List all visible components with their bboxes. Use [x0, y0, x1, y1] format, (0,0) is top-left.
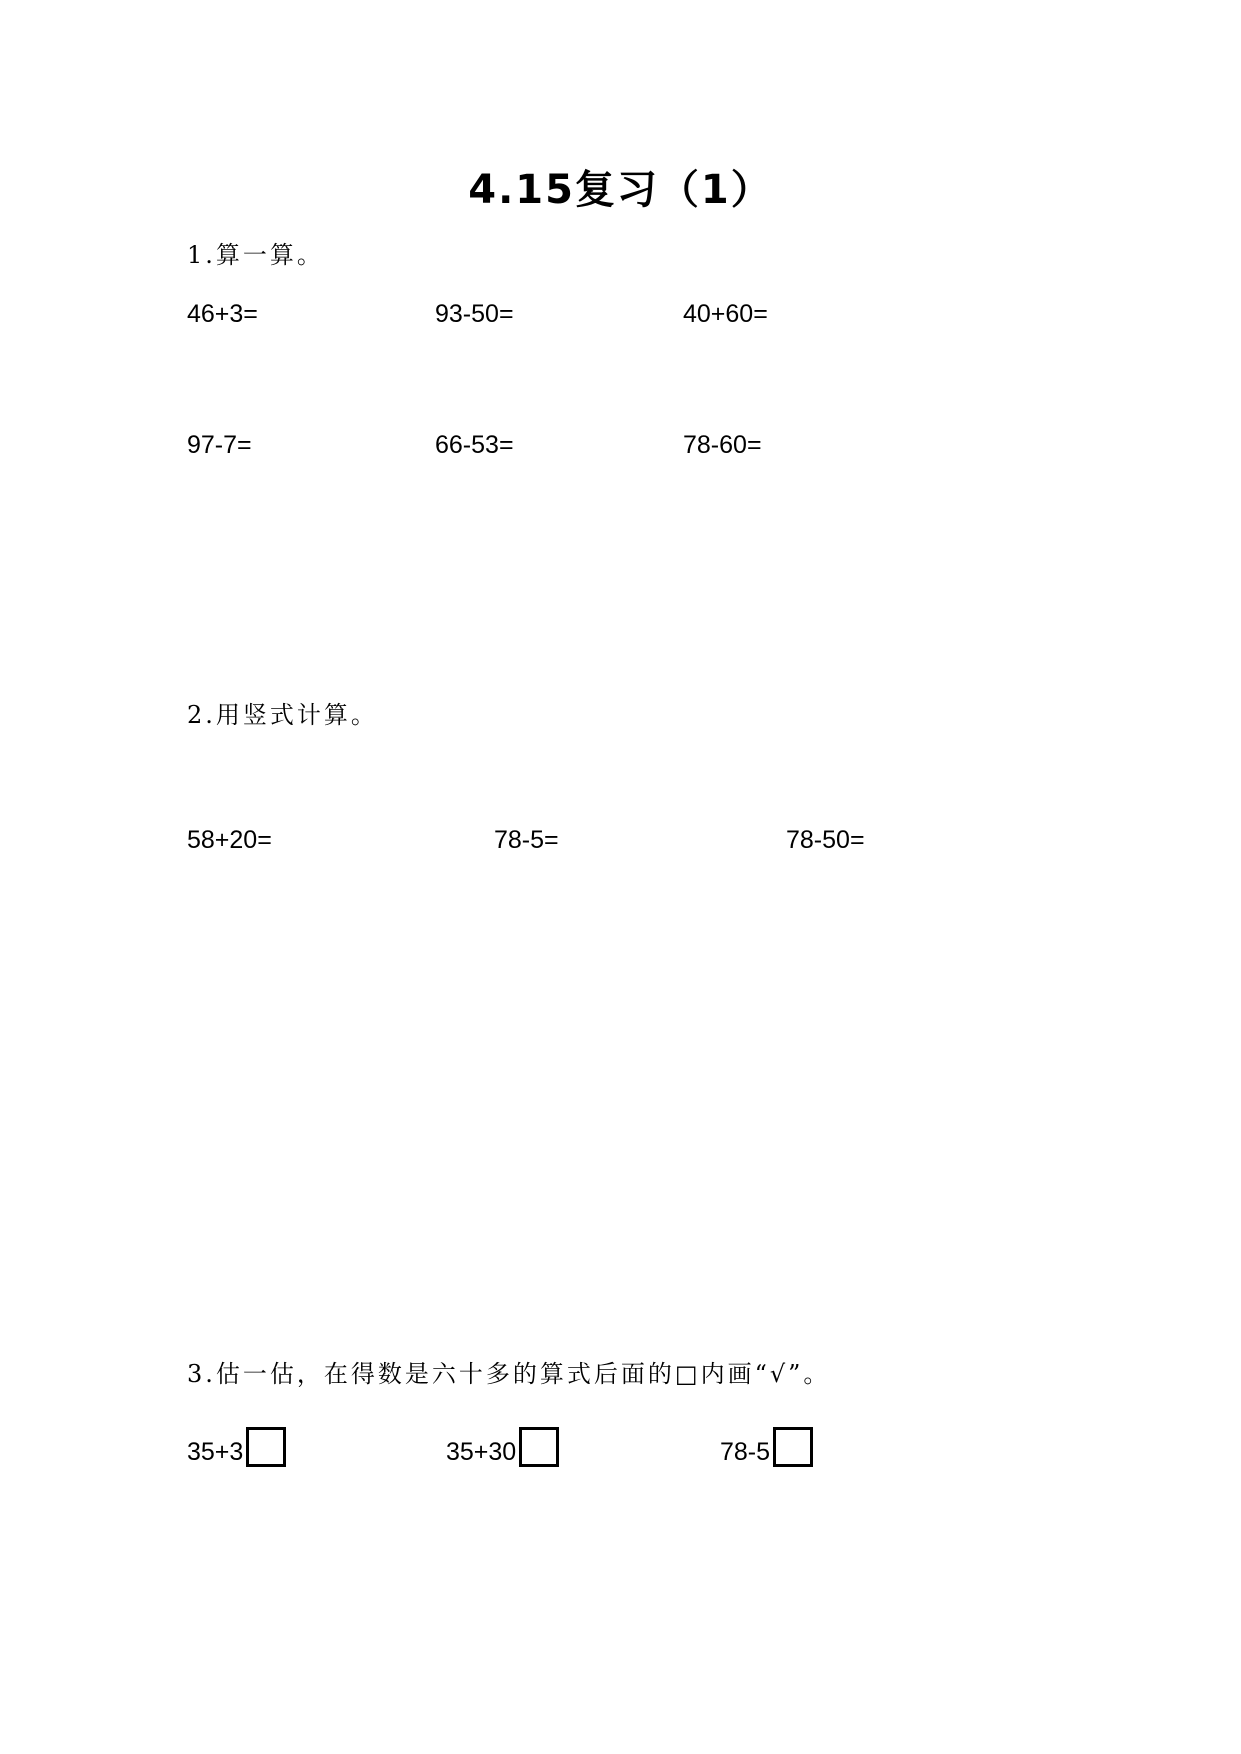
problem-1-3: 40+60= — [683, 300, 768, 328]
problem-1-1: 46+3= — [187, 300, 258, 328]
section-2-heading: 2.用竖式计算。 — [187, 701, 378, 729]
section-3-heading: 3.估一估，在得数是六十多的算式后面的□内画“√”。 — [187, 1360, 831, 1388]
problem-2-1: 58+20= — [187, 826, 272, 854]
problem-2-3: 78-50= — [786, 826, 865, 854]
page-title: 4.15复习（1） — [468, 167, 773, 213]
problem-1-6: 78-60= — [683, 431, 762, 459]
answer-checkbox[interactable] — [519, 1427, 559, 1467]
problem-2-2: 78-5= — [494, 826, 559, 854]
answer-checkbox[interactable] — [773, 1427, 813, 1467]
estimate-expression: 78-5 — [720, 1438, 771, 1466]
estimate-item-2 — [446, 1427, 559, 1467]
section-1-heading: 1.算一算。 — [187, 241, 324, 269]
estimate-item-3 — [720, 1427, 813, 1467]
estimate-expression: 35+3 — [187, 1438, 244, 1466]
problem-1-5: 66-53= — [435, 431, 514, 459]
estimate-expression: 35+30 — [446, 1438, 517, 1466]
estimate-item-1 — [187, 1427, 286, 1467]
problem-1-4: 97-7= — [187, 431, 252, 459]
answer-checkbox[interactable] — [246, 1427, 286, 1467]
problem-1-2: 93-50= — [435, 300, 514, 328]
